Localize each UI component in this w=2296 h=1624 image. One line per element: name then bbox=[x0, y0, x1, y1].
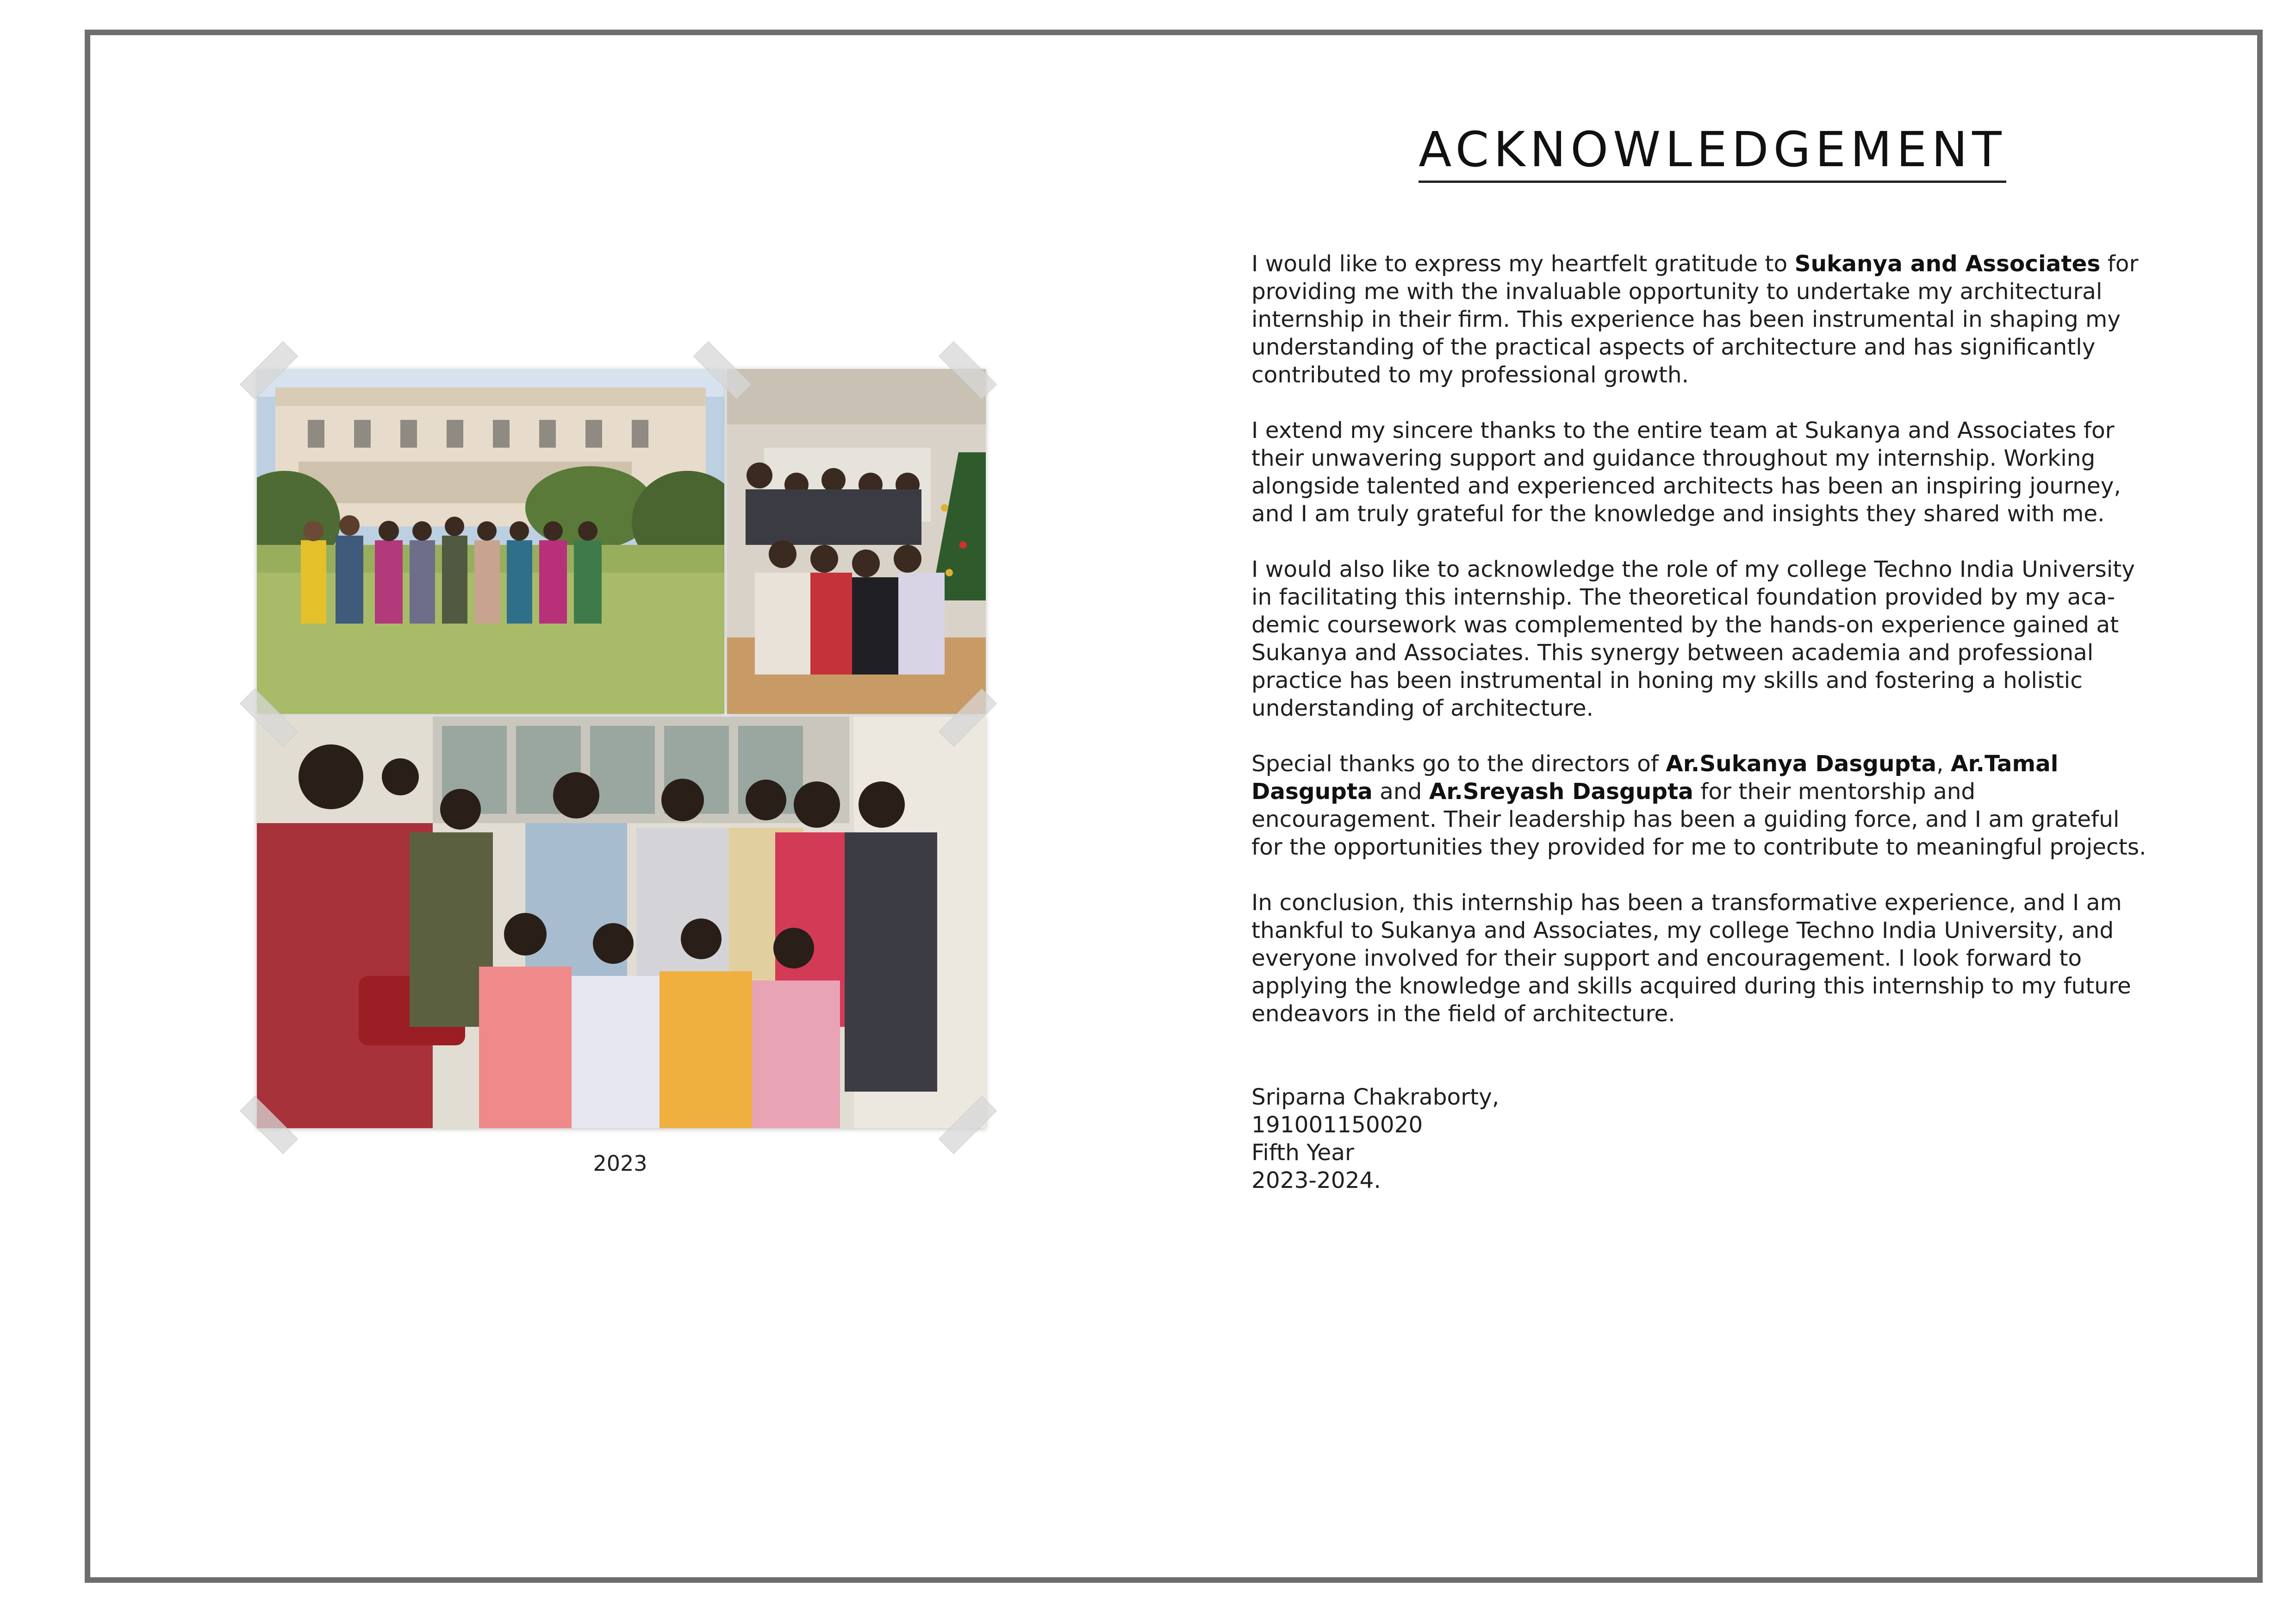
paragraph bbox=[1251, 250, 2149, 389]
signature-year: Fifth Year bbox=[1251, 1140, 1354, 1166]
bold-text: Ar.Tamal Dasgupta bbox=[1251, 751, 2059, 805]
photo-group-lawn bbox=[257, 369, 724, 714]
page-title-text: ACKNOWLEDGEMENT bbox=[1419, 121, 2006, 183]
bold-text: Ar.Sukanya Dasgupta bbox=[1666, 751, 1937, 777]
paragraph-text: I extend my sincere thanks to the entire team at Sukanya and Associates for their unwavering support and guidance throughout my internship. Working alongside talented and experienced architects has been an inspiring journey, and I am truly grateful for the knowledge and insights they shared with me. bbox=[1251, 418, 2121, 527]
paragraph bbox=[1251, 750, 2149, 861]
paragraph-text: and bbox=[1372, 779, 1429, 805]
acknowledgement-body bbox=[1251, 250, 2149, 1056]
paragraph-text: Special thanks go to the directors of bbox=[1251, 751, 1666, 777]
paragraph bbox=[1251, 417, 2149, 528]
paragraph-text: for providing me with the invaluable opportunity to undertake my architectural internship in their firm. This experience has been instrumental in shaping my understanding of the practical aspects of architecture and has significantly contributed to my professional growth. bbox=[1251, 251, 2139, 388]
paragraph bbox=[1251, 556, 2149, 722]
paragraph-text: I would also like to acknowledge the role of my college Techno India University in facilitating this internship. The theoretical foundation provided by my aca-demic coursework was complemented by the hands-on experience gained at Sukanya and Associates. This synergy between academia and professional practice has been instrumental in honing my skills and fostering a holistic understanding of architecture. bbox=[1251, 556, 2135, 721]
signature-block bbox=[1251, 1083, 1499, 1194]
page-title bbox=[1412, 121, 2013, 178]
paragraph-text: I would like to express my heartfelt gratitude to bbox=[1251, 251, 1795, 277]
bold-text: Ar.Sreyash Dasgupta bbox=[1429, 779, 1693, 805]
photo-group-studio bbox=[257, 717, 986, 1128]
signature-session: 2023-2024. bbox=[1251, 1168, 1381, 1193]
paragraph-text: , bbox=[1936, 751, 1951, 777]
paragraph-text: In conclusion, this internship has been a transformative experience, and I am thankful to Sukanya and Associates, my college Techno India University, and everyone involved for their support and encouragement. I look forward to applying the knowledge and skills acquired during this internship to my future endeavors in the field of architecture. bbox=[1251, 890, 2131, 1027]
photo-group-office-christmas bbox=[727, 369, 986, 714]
paragraph-text: for their mentorship and encouragement. Their leadership has been a guiding force, and I am grateful for the opportunities they provided for me to contribute to meaningful projects. bbox=[1251, 779, 2147, 860]
signature-name: Sriparna Chakraborty, bbox=[1251, 1084, 1500, 1110]
paragraph bbox=[1251, 889, 2149, 1028]
photo-caption: 2023 bbox=[593, 1151, 647, 1176]
bold-text: Sukanya and Associates bbox=[1794, 251, 2101, 277]
photo-collage bbox=[257, 369, 986, 1128]
signature-id: 191001150020 bbox=[1251, 1112, 1423, 1138]
